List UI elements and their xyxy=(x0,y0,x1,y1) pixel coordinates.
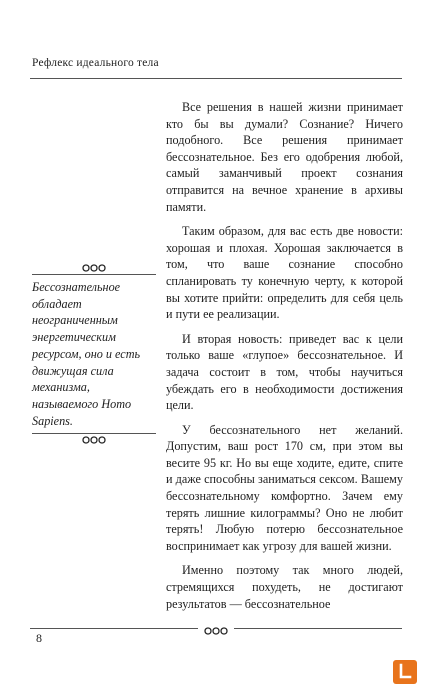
running-title: Рефлекс идеального тела xyxy=(32,57,159,69)
footer-rule-left xyxy=(30,628,198,629)
footer-rule-group xyxy=(30,622,402,636)
scroll-ornament-icon xyxy=(32,262,156,274)
header-rule xyxy=(30,78,402,79)
footer-rule-right xyxy=(234,628,402,629)
paragraph: И вторая новость: приведет вас к цели только ваше «глупое» бессознательное. И задача состоит в том, чтобы научиться убеждать его в необходимости достижения цели. xyxy=(166,331,403,413)
paragraph: Именно поэтому так много людей, стремящихся похудеть, не достигают результатов — бессознательное xyxy=(166,563,403,611)
scroll-ornament-icon xyxy=(202,622,230,634)
litres-logo-icon xyxy=(393,660,417,684)
paragraph: Таким образом, для вас есть две новости: хорошая и плохая. Хорошая заключается в том, что ваше сознание способно спланировать ту конечную черту, к которой вы хотите прийти: определить для себя цель и пути ее реализации. xyxy=(166,224,403,322)
main-text-column xyxy=(166,99,403,620)
scroll-ornament-icon xyxy=(32,434,156,446)
paragraph: У бессознательного нет желаний. Допустим, ваш рост 170 см, при этом вы весите 95 кг. Но вы еще ходите, едите, спите и даже способны заниматься сексом. Вашему бессознательному комфортно. Зачем ему терять лишние килограммы? Оно не любит терять! Любую потерю бессознательное воспринимает как угрозу для вашей жизни. xyxy=(166,422,403,553)
paragraph: Все решения в нашей жизни принимает кто бы вы думали? Сознание? Ничего подобного. Все решения принимает бессознательное. Без его одобрения любой, самый заманчивый проект сознания отправится на вечное хранение в архивы памяти. xyxy=(166,100,403,214)
sidebar-quote: Бессознательное обладает неограниченным энергетическим ресурсом, оно и есть движущая сила механизма, называемого Homo Sapiens. xyxy=(32,280,141,428)
page-number: 8 xyxy=(36,631,42,645)
sidebar-callout xyxy=(32,262,156,446)
